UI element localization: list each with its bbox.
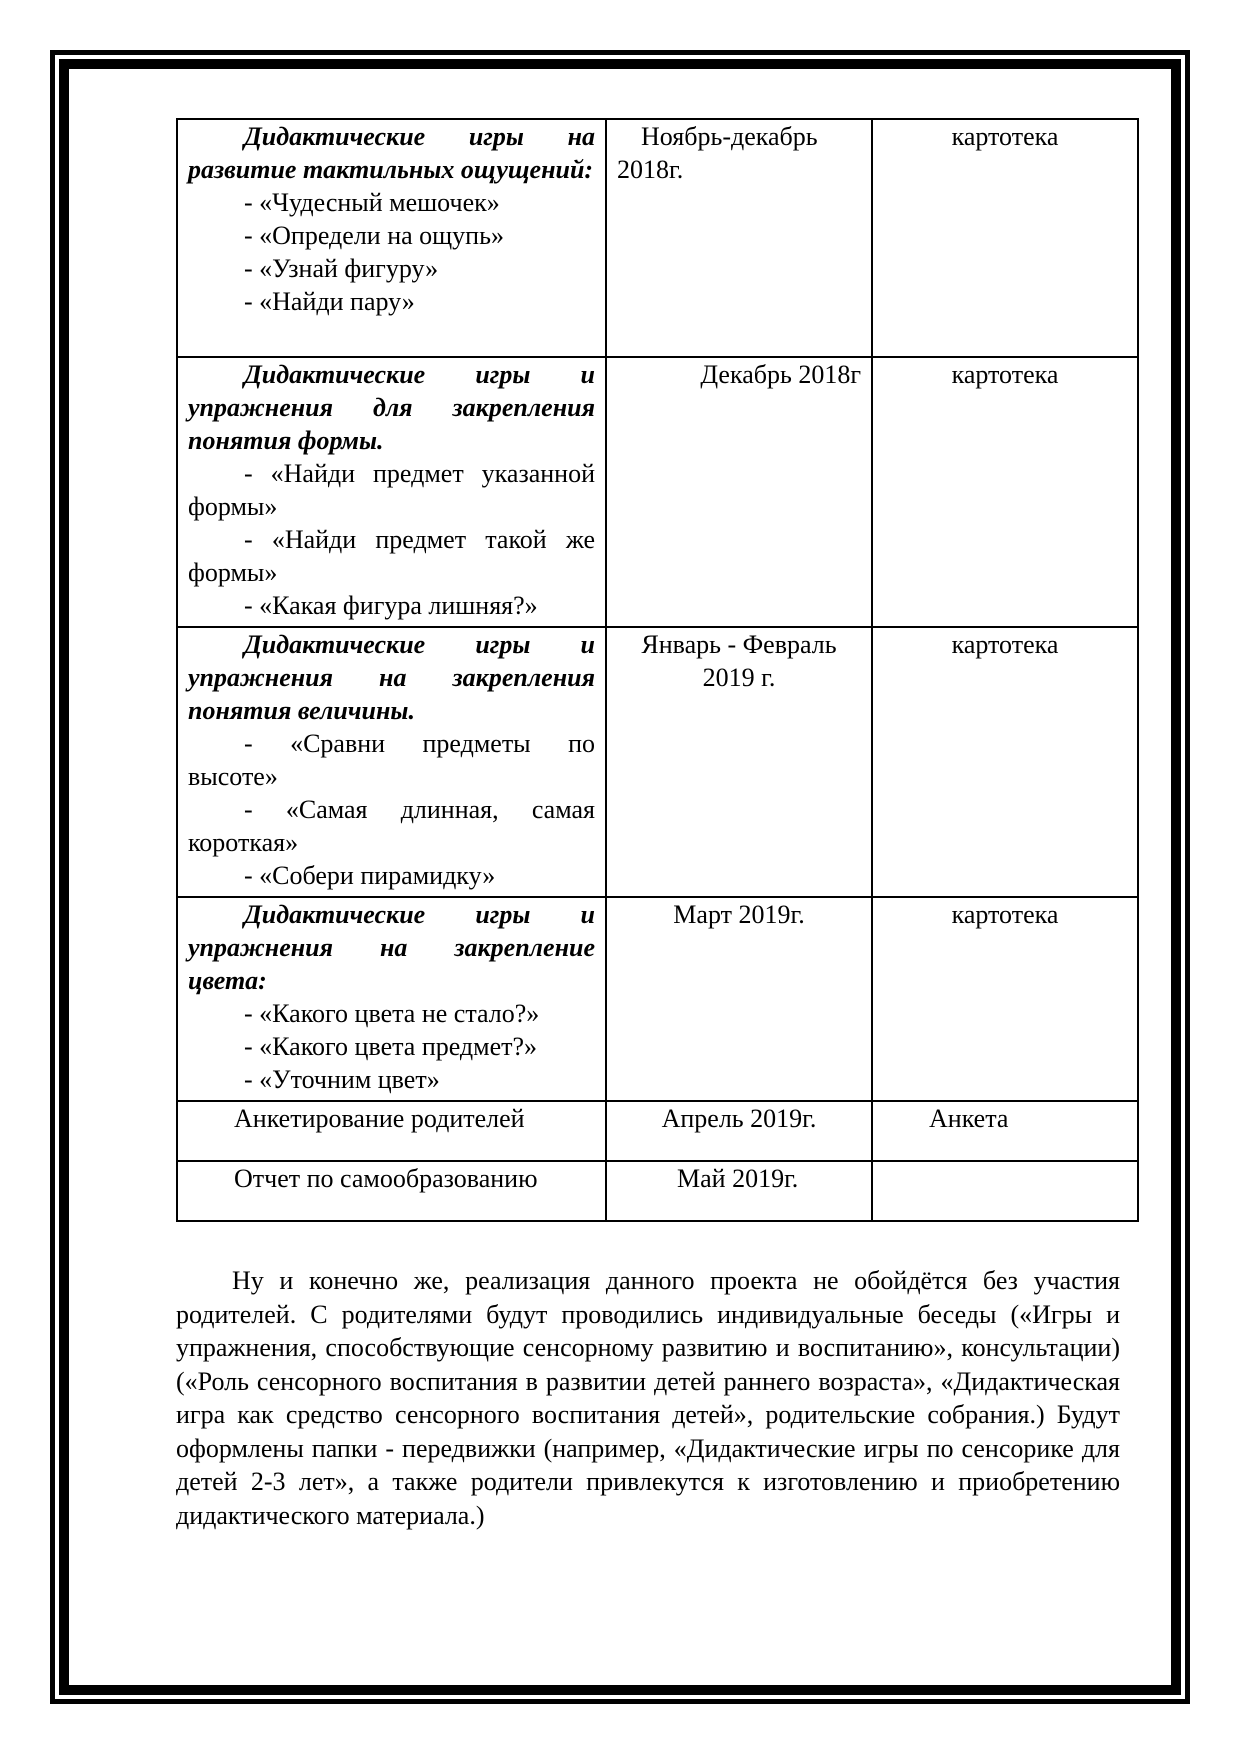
activity-cell bbox=[177, 897, 606, 1101]
activity-item: - «Найди пару» bbox=[244, 287, 415, 316]
activity-cell bbox=[177, 1161, 606, 1221]
table-row bbox=[177, 897, 1138, 1101]
result-text: Анкета bbox=[929, 1104, 1009, 1133]
period-cell bbox=[606, 119, 872, 357]
period-cell bbox=[606, 627, 872, 897]
activity-item: - «Чудесный мешочек» bbox=[244, 188, 500, 217]
activity-item: - «Узнай фигуру» bbox=[244, 254, 439, 283]
activity-text: Анкетирование родителей bbox=[234, 1104, 525, 1133]
result-text: картотека bbox=[951, 900, 1059, 929]
period-text: Апрель 2019г. bbox=[661, 1104, 817, 1133]
result-cell bbox=[872, 357, 1138, 627]
activity-title: Дидактические игры и упражнения для закрепления понятия формы. bbox=[188, 360, 595, 455]
activity-cell bbox=[177, 119, 606, 357]
activity-item: - «Найди предмет такой же формы» bbox=[188, 525, 595, 587]
activity-item: - «Найди предмет указанной формы» bbox=[188, 459, 595, 521]
period-text: Март 2019г. bbox=[673, 900, 805, 929]
activity-cell bbox=[177, 357, 606, 627]
body-paragraph: Ну и конечно же, реализация данного проекта не обойдётся без участия родителей. С родителями будут проводились индивидуальные беседы («Игры и упражнения, способствующие сенсорному развитию и воспитанию», консультации) («Роль сенсорного воспитания в развитии детей раннего возраста», «Дидактическая игра как средство сенсорного воспитания детей», родительские собрания.) Будут оформлены папки - передвижки (например, «Дидактические игры по сенсорике для детей 2-3 лет», а также родители привлекутся к изготовлению и приобретению дидактического материала.) bbox=[176, 1266, 1120, 1530]
activity-title: Дидактические игры на развитие тактильных ощущений: bbox=[188, 122, 595, 184]
activity-item: - «Сравни предметы по высоте» bbox=[188, 729, 595, 791]
table-row bbox=[177, 119, 1138, 357]
period-cell bbox=[606, 897, 872, 1101]
activity-item: - «Какая фигура лишняя?» bbox=[244, 591, 538, 620]
activity-cell bbox=[177, 1101, 606, 1161]
period-text: Май 2019г. bbox=[677, 1164, 799, 1193]
period-cell bbox=[606, 1161, 872, 1221]
result-cell bbox=[872, 1161, 1138, 1221]
result-text: картотека bbox=[951, 122, 1059, 151]
result-cell bbox=[872, 1101, 1138, 1161]
activity-item: - «Какого цвета предмет?» bbox=[244, 1032, 538, 1061]
activity-item: - «Определи на ощупь» bbox=[244, 221, 504, 250]
period-text: Ноябрь-декабрь 2018г. bbox=[617, 122, 818, 184]
result-text: картотека bbox=[951, 360, 1059, 389]
activity-title: Дидактические игры и упражнения на закрепление цвета: bbox=[188, 900, 595, 995]
table-row bbox=[177, 1161, 1138, 1221]
activity-text: Отчет по самообразованию bbox=[234, 1164, 538, 1193]
table-row bbox=[177, 627, 1138, 897]
activity-item: - «Самая длинная, самая короткая» bbox=[188, 795, 595, 857]
result-text: картотека bbox=[951, 630, 1059, 659]
table-row bbox=[177, 357, 1138, 627]
activity-item: - «Уточним цвет» bbox=[244, 1065, 440, 1094]
period-text: Январь - Февраль 2019 г. bbox=[641, 630, 837, 692]
activity-item: - «Какого цвета не стало?» bbox=[244, 999, 540, 1028]
table-row bbox=[177, 1101, 1138, 1161]
period-cell bbox=[606, 1101, 872, 1161]
result-cell bbox=[872, 627, 1138, 897]
result-cell bbox=[872, 897, 1138, 1101]
activity-item: - «Собери пирамидку» bbox=[244, 861, 496, 890]
period-text: Декабрь 2018г bbox=[700, 360, 861, 389]
activity-cell bbox=[177, 627, 606, 897]
result-cell bbox=[872, 119, 1138, 357]
period-cell bbox=[606, 357, 872, 627]
activity-title: Дидактические игры и упражнения на закрепления понятия величины. bbox=[188, 630, 595, 725]
work-plan-table bbox=[176, 118, 1139, 1222]
